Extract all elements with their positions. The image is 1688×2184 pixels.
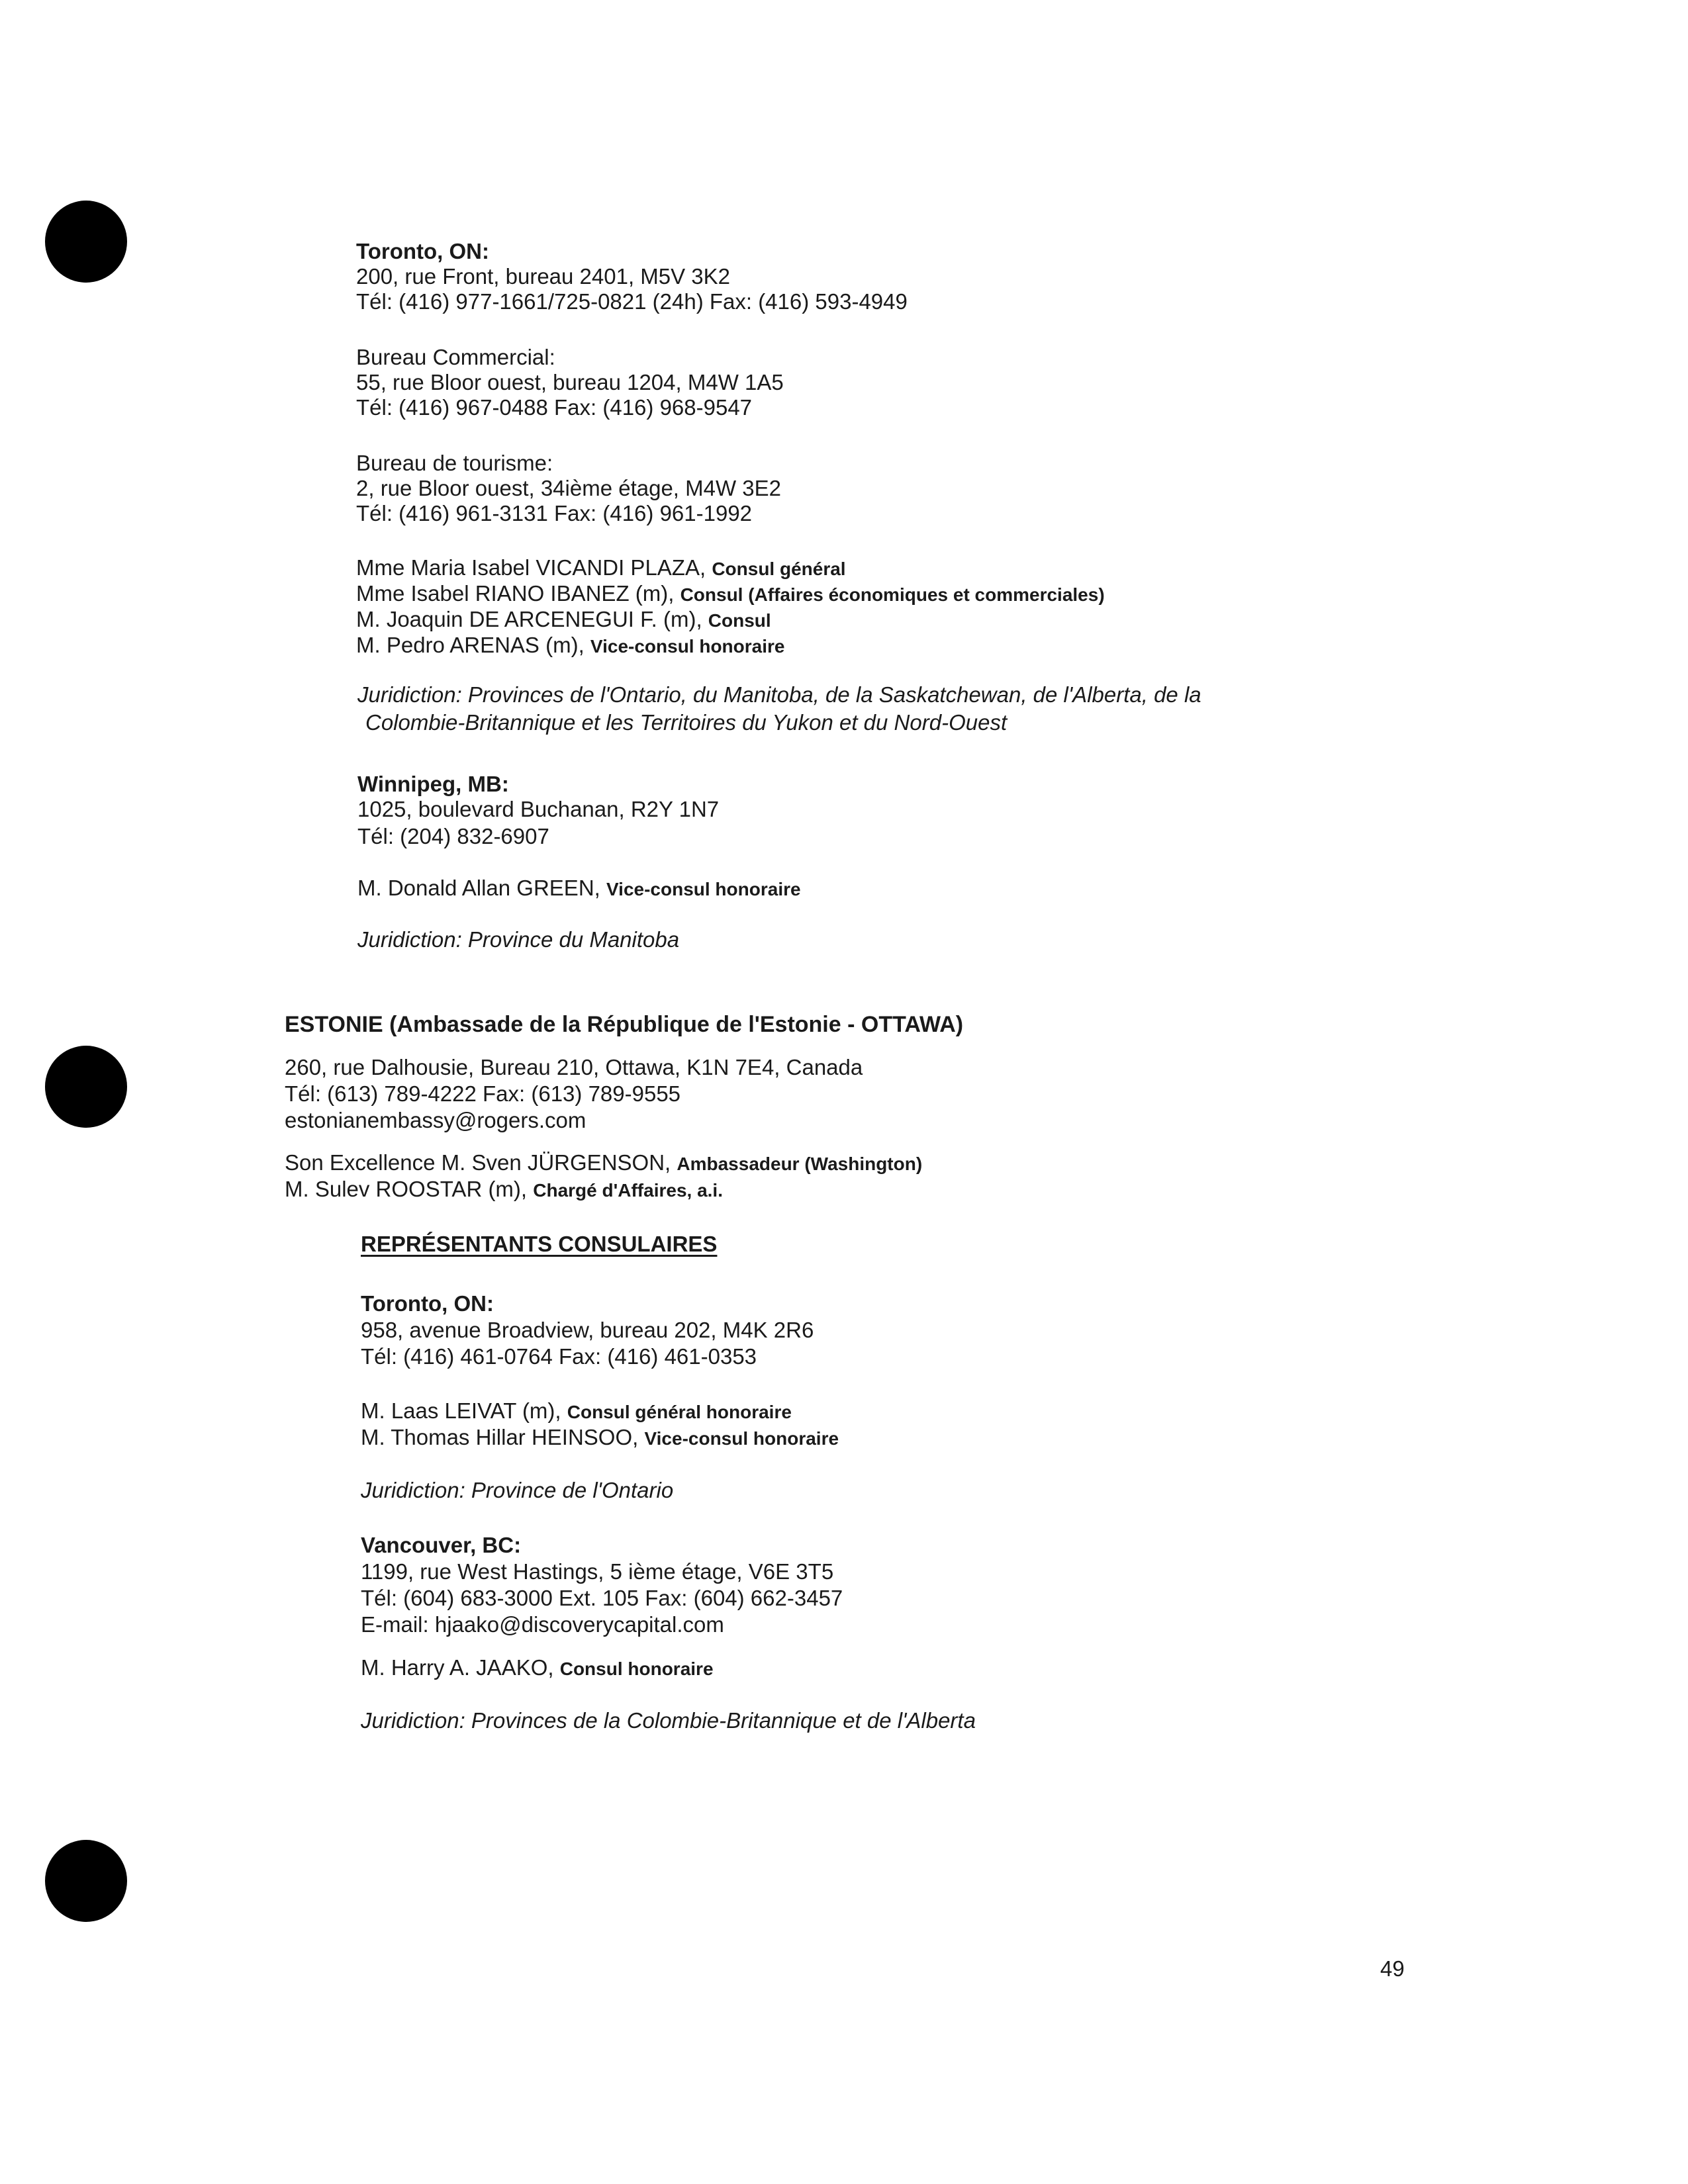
address: 55, rue Bloor ouest, bureau 1204, M4W 1A5 (356, 370, 784, 394)
official-line (356, 580, 1105, 608)
official-line (356, 632, 784, 660)
city-heading: Toronto, ON: (356, 239, 489, 263)
official-title: Vice-consul honoraire (590, 636, 785, 657)
official-title: Consul honoraire (559, 1659, 714, 1679)
official-title: Consul (Affaires économiques et commerciales) (680, 584, 1105, 605)
official-name: M. Sulev ROOSTAR (m), (285, 1177, 528, 1201)
official-name: M. Laas LEIVAT (m), (361, 1398, 561, 1423)
official-title: Consul général (712, 559, 846, 579)
jurisdiction: Juridiction: Province de l'Ontario (361, 1478, 674, 1502)
official-title: Ambassadeur (Washington) (677, 1154, 923, 1174)
official-line (361, 1655, 714, 1682)
official-name: M. Harry A. JAAKO, (361, 1655, 554, 1680)
city-heading: Toronto, ON: (361, 1291, 494, 1316)
official-line (285, 1176, 723, 1204)
address: 200, rue Front, bureau 2401, M5V 3K2 (356, 264, 731, 289)
binder-hole-top (45, 201, 127, 283)
binder-hole-bottom (45, 1840, 127, 1922)
official-name: Mme Maria Isabel VICANDI PLAZA, (356, 555, 706, 580)
phone-fax: Tél: (613) 789-4222 Fax: (613) 789-9555 (285, 1081, 681, 1106)
section-heading: REPRÉSENTANTS CONSULAIRES (361, 1232, 718, 1256)
official-line (356, 555, 846, 582)
official-title: Consul (708, 610, 771, 631)
city-heading: Vancouver, BC: (361, 1533, 522, 1557)
city-heading: Winnipeg, MB: (357, 772, 509, 796)
country-heading: ESTONIE (Ambassade de la République de l'Estonie - OTTAWA) (285, 1012, 964, 1037)
phone-fax: Tél: (416) 961-3131 Fax: (416) 961-1992 (356, 501, 753, 525)
jurisdiction: Juridiction: Provinces de l'Ontario, du Manitoba, de la Saskatchewan, de l'Alberta, de la (357, 682, 1201, 707)
address: 1199, rue West Hastings, 5 ième étage, V6E 3T5 (361, 1559, 834, 1584)
address: 1025, boulevard Buchanan, R2Y 1N7 (357, 797, 720, 821)
phone: Tél: (204) 832-6907 (357, 824, 549, 848)
official-name: M. Thomas Hillar HEINSOO, (361, 1425, 639, 1449)
official-line (357, 875, 801, 903)
official-title: Chargé d'Affaires, a.i. (533, 1180, 723, 1201)
address: 2, rue Bloor ouest, 34ième étage, M4W 3E2 (356, 476, 782, 500)
phone-fax: Tél: (604) 683-3000 Ext. 105 Fax: (604) 662-3457 (361, 1586, 843, 1610)
official-title: Consul général honoraire (567, 1402, 792, 1422)
address: 260, rue Dalhousie, Bureau 210, Ottawa, K1N 7E4, Canada (285, 1055, 863, 1079)
phone-fax: Tél: (416) 977-1661/725-0821 (24h) Fax: (416) 593-4949 (356, 289, 908, 314)
office-title: Bureau de tourisme: (356, 451, 553, 475)
official-title: Vice-consul honoraire (606, 879, 801, 899)
email: estonianembassy@rogers.com (285, 1108, 586, 1132)
official-name: Son Excellence M. Sven JÜRGENSON, (285, 1150, 671, 1175)
official-name: M. Pedro ARENAS (m), (356, 633, 585, 657)
official-name: Mme Isabel RIANO IBANEZ (m), (356, 581, 675, 606)
jurisdiction: Colombie-Britannique et les Territoires du Yukon et du Nord-Ouest (365, 710, 1008, 735)
jurisdiction: Juridiction: Provinces de la Colombie-Britannique et de l'Alberta (361, 1708, 976, 1733)
official-name: M. Donald Allan GREEN, (357, 876, 600, 900)
address: 958, avenue Broadview, bureau 202, M4K 2R6 (361, 1318, 814, 1342)
official-title: Vice-consul honoraire (644, 1428, 839, 1449)
email: E-mail: hjaako@discoverycapital.com (361, 1612, 724, 1637)
official-line (285, 1150, 922, 1177)
official-line (361, 1398, 792, 1426)
official-line (356, 606, 771, 634)
phone-fax: Tél: (416) 461-0764 Fax: (416) 461-0353 (361, 1344, 757, 1369)
jurisdiction: Juridiction: Province du Manitoba (357, 927, 680, 952)
page-number: 49 (1380, 1956, 1405, 1981)
official-line (361, 1424, 839, 1452)
official-name: M. Joaquin DE ARCENEGUI F. (m), (356, 607, 702, 631)
office-title: Bureau Commercial: (356, 345, 555, 369)
phone-fax: Tél: (416) 967-0488 Fax: (416) 968-9547 (356, 395, 753, 420)
binder-hole-middle (45, 1046, 127, 1128)
